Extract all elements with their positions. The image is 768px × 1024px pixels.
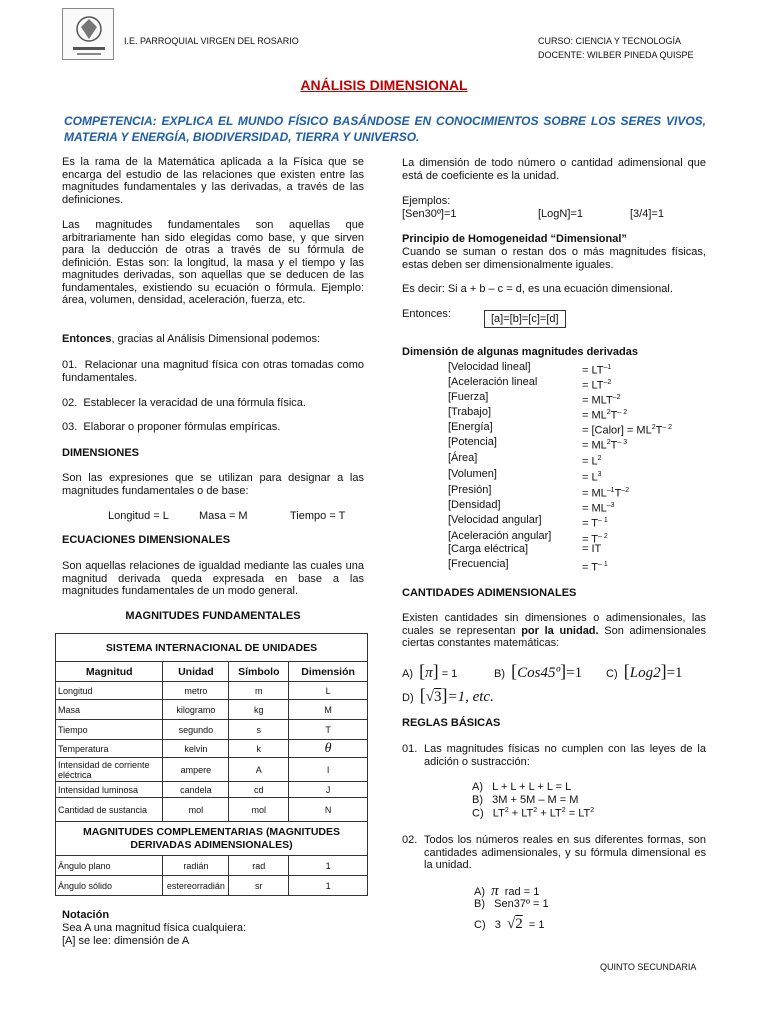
derivada-row: [Energía] = [Calor] = $ML^2T^{- 2}$ — [448, 421, 673, 437]
base-dim-tiempo: Tiempo = T — [290, 510, 346, 522]
col-header: Magnitud — [56, 662, 163, 682]
sqrt-symbol: √ — [425, 689, 434, 705]
ejemplos-heading: Ejemplos: — [402, 195, 451, 207]
derivada-row: [Velocidad angular] = $T^{- 1}$ — [448, 514, 608, 530]
derivada-row: [Aceleración angular] = $T^{- 2}$ — [448, 530, 608, 546]
school-name: I.E. PARROQUIAL VIRGEN DEL ROSARIO — [124, 36, 299, 46]
const-d: D) [√3]=1, etc. — [402, 685, 494, 705]
regla1-a: A) L + L + L + L = L — [472, 781, 572, 793]
regla-1: 01. Las magnitudes físicas no cumplen con las leyes de la adición o sustracción: — [402, 743, 706, 768]
base-dim-longitud: Longitud = L — [108, 510, 169, 522]
const-b: B) [Cos45º]=1 — [494, 661, 583, 681]
const-c: C) [Log2]=1 — [606, 661, 683, 681]
entonces-rest: , gracias al Análisis Dimensional podemos: — [111, 333, 321, 345]
school-logo — [62, 8, 114, 60]
page-title: ANÁLISIS DIMENSIONAL — [300, 77, 468, 93]
cantidades-heading: CANTIDADES ADIMENSIONALES — [402, 587, 577, 599]
derivada-row: [Densidad] = $ML^{-3}$ — [448, 499, 615, 515]
col-header: Unidad — [163, 662, 229, 682]
table-row: Intensidad de corriente eléctrica ampere A I — [56, 758, 368, 782]
table-row: Cantidad de sustancia mol mol N — [56, 798, 368, 822]
fundamentales-paragraph: Las magnitudes fundamentales son aquellas que arbitrariamente han sido elegidas como base, y que sirven para la deducción de otras a través de su fórmula de definición. Estas son: la longitud, la masa y el tiempo y las magnitudes derivadas, son aquellas que se deducen de las fundamentales, existiendo su ecuación o fórmula. Ejemplo: área, volumen, densidad, aceleración, fuerza, etc. — [62, 219, 364, 306]
ejemplo-3: [3/4]=1 — [630, 208, 664, 220]
entonces-line — [62, 333, 364, 346]
regla-2: 02. Todos los números reales en sus diferentes formas, son cantidades adimensionales, y su fórmula dimensional es la unidad. — [402, 834, 706, 871]
adim-paragraph: La dimensión de todo número o cantidad adimensional que está de coeficiente es la unidad. — [402, 157, 706, 182]
table-row: Longitud metro m L — [56, 682, 368, 700]
footer-grade: QUINTO SECUNDARIA — [600, 962, 697, 972]
derivada-row: [Volumen] = $L^3$ — [448, 468, 602, 484]
regla1-b: B) 3M + 5M – M = M — [472, 794, 579, 806]
principio-heading: Principio de Homogeneidad “Dimensional” — [402, 233, 627, 245]
ecuaciones-paragraph: Son aquellas relaciones de igualdad mediante las cuales una magnitud derivada queda expresada en base a las magnitudes fundamentales de un modo general. — [62, 560, 364, 597]
entonces-bold: Entonces — [62, 333, 112, 345]
es-decir-line: Es decir: Si a + b – c = d, es una ecuación dimensional. — [402, 283, 673, 295]
list-item: 01. Relacionar una magnitud física con otras tomadas como fundamentales. — [62, 359, 364, 384]
teacher-label: DOCENTE: WILBER PINEDA QUISPE — [538, 50, 694, 60]
mag-fund-heading: MAGNITUDES FUNDAMENTALES — [125, 610, 301, 622]
derivada-row: [Presión] = $ML^{-1}T^{-2}$ — [448, 484, 630, 500]
principio-paragraph: Cuando se suman o restan dos o más magnitudes físicas, estas deben ser dimensionalmente iguales. — [402, 246, 706, 271]
derivada-row: [Aceleración lineal = $LT^{-2}$ — [448, 376, 612, 392]
table-title: SISTEMA INTERNACIONAL DE UNIDADES — [56, 634, 368, 662]
table-row: Intensidad luminosa candela cd J — [56, 782, 368, 798]
ejemplo-2: [LogN]=1 — [538, 208, 583, 220]
notacion-line-1: Sea A una magnitud física cualquiera: — [62, 922, 247, 934]
col-header: Símbolo — [229, 662, 289, 682]
regla2-c: C) 3 √2 = 1 — [474, 916, 545, 932]
regla2-b: B) Sen37º = 1 — [474, 898, 549, 910]
intro-paragraph: Es la rama de la Matemática aplicada a la Física que se encarga del estudio de las relaciones que existen entre las magnitudes fundamentales y las derivadas, a través de las definiciones. — [62, 156, 364, 206]
course-label: CURSO: CIENCIA Y TECNOLOGÍA — [538, 36, 682, 46]
cantidades-paragraph: Existen cantidades sin dimensiones o adimensionales, las cuales se representan por la unidad. Son adimensionales ciertas constantes matemáticas: — [402, 612, 706, 649]
dim-derivadas-heading: Dimensión de algunas magnitudes derivadas — [402, 346, 638, 358]
comp-title: MAGNITUDES COMPLEMENTARIAS (MAGNITUDES DERIVADAS ADIMENSIONALES) — [56, 822, 368, 856]
ejemplo-1: [Sen30º]=1 — [402, 208, 457, 220]
ecuaciones-heading: ECUACIONES DIMENSIONALES — [62, 534, 231, 546]
regla1-c: C) $LT^2 + LT^2 + LT^2 = LT^2$ — [472, 807, 595, 820]
derivada-row: [Frecuencia] = $T^{- 1}$ — [448, 558, 608, 574]
table-row: Masa kilogramo kg M — [56, 700, 368, 720]
list-item: 03. Elaborar o proponer fórmulas empíricas. — [62, 421, 281, 433]
derivada-row: [Área] = $L^2$ — [448, 452, 602, 468]
base-dim-masa: Masa = M — [199, 510, 248, 522]
entonces-label: Entonces: — [402, 308, 451, 320]
table-row: Temperatura kelvin k θ — [56, 740, 368, 758]
notacion-line-2: [A] se lee: dimensión de A — [62, 935, 190, 947]
const-a: A) [π] = 1 — [402, 661, 458, 681]
regla2-a: A) π rad = 1 — [474, 883, 540, 899]
derivada-row: [Trabajo] = $ML^2T^{- 2}$ — [448, 406, 628, 422]
si-units-table — [55, 633, 368, 896]
derivada-row: [Fuerza] = $MLT^{-2}$ — [448, 391, 621, 407]
list-item: 02. Establecer la veracidad de una fórmula física. — [62, 397, 306, 409]
derivada-row: [Potencia] = $ML^2T^{- 3}$ — [448, 436, 628, 452]
derivada-row: [Carga eléctrica] = IT — [448, 543, 602, 555]
derivada-row: [Velocidad lineal] = $LT^{-1}$ — [448, 361, 612, 377]
competencia-text: COMPETENCIA: EXPLICA EL MUNDO FÍSICO BASÁNDOSE EN CONOCIMIENTOS SOBRE LOS SERES VIVOS, MATERIA Y ENERGÍA, BIODIVERSIDAD, TIERRA Y UNIVERSO. — [64, 114, 706, 144]
col-header: Dimensión — [289, 662, 368, 682]
notacion-heading: Notación — [62, 909, 110, 921]
pi-symbol: π — [425, 665, 433, 681]
table-row: Tiempo segundo s T — [56, 720, 368, 740]
table-row: Ángulo plano radián rad 1 — [56, 856, 368, 876]
reglas-heading: REGLAS BÁSICAS — [402, 717, 501, 729]
dimensiones-heading: DIMENSIONES — [62, 447, 140, 459]
table-row: Ángulo sólido estereorradián sr 1 — [56, 876, 368, 896]
dimensiones-paragraph: Son las expresiones que se utilizan para designar a las magnitudes fundamentales o de base: — [62, 472, 364, 497]
equation-box: [a]=[b]=[c]=[d] — [484, 310, 566, 328]
